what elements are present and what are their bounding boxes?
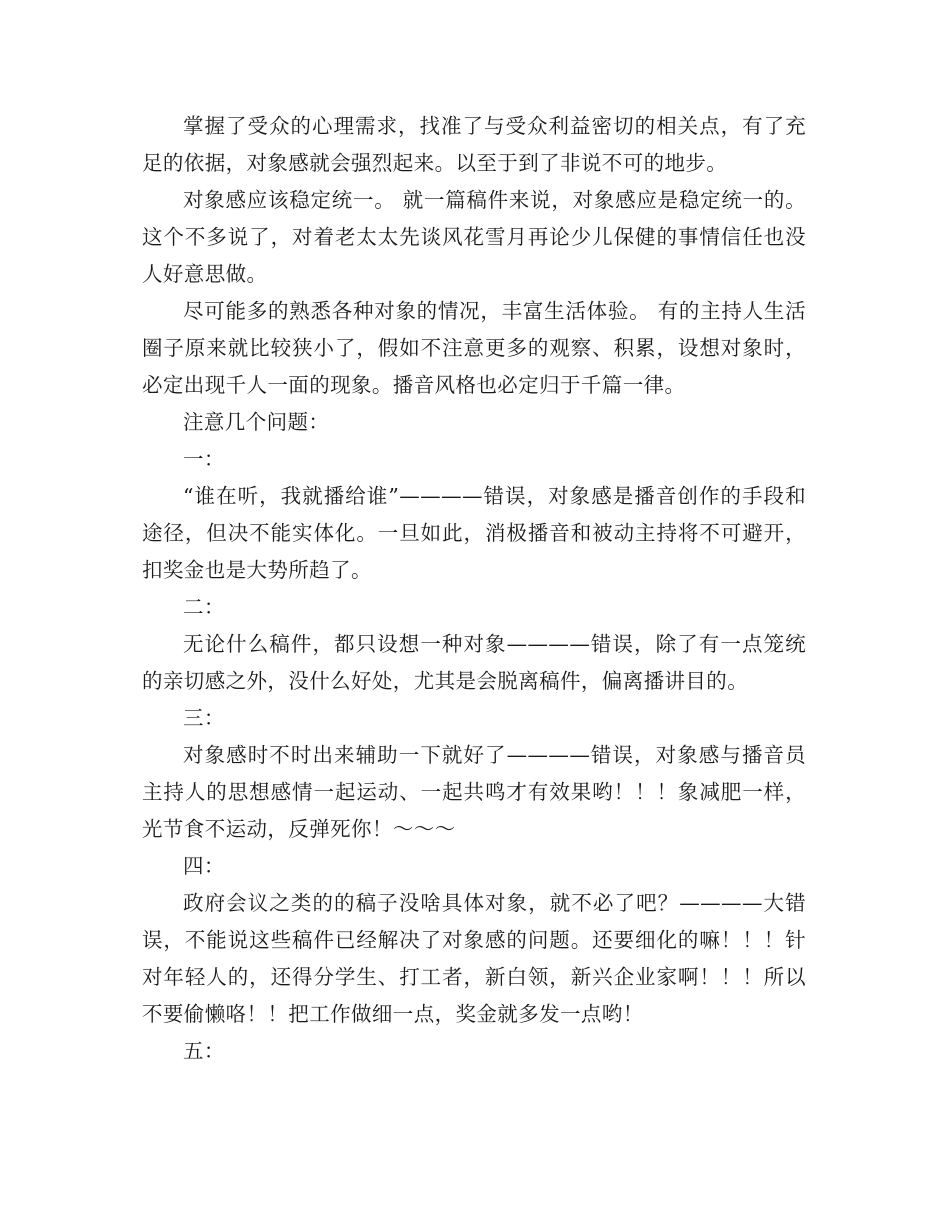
paragraph-issue-5-label: 五：	[183, 1039, 225, 1063]
paragraph-issue-1-label: 一：	[183, 447, 225, 471]
paragraph-issues-heading: 注意几个问题：	[183, 410, 330, 434]
paragraph-issue-4-label: 四：	[183, 854, 225, 878]
paragraph-intro-conclusion: 掌握了受众的心理需求，找准了与受众利益密切的相关点，有了充足的依据，对象感就会强烈起来。以至于到了非说不可的地步。	[142, 114, 806, 175]
paragraph-familiarize-audience: 尽可能多的熟悉各种对象的情况，丰富生活体验。 有的主持人生活圈子原来就比较狭小了，假如不注意更多的观察、积累，设想对象时，必定出现千人一面的现象。播音风格也必定归于千篇一律。	[142, 299, 806, 397]
paragraph-stable-unified: 对象感应该稳定统一。 就一篇稿件来说，对象感应是稳定统一的。这个不多说了，对着老太太先谈风花雪月再论少儿保健的事情信任也没人好意思做。	[142, 188, 806, 286]
paragraph-issue-2-text: 无论什么稿件，都只设想一种对象————错误，除了有一点笼统的亲切感之外，没什么好处，尤其是会脱离稿件，偏离播讲目的。	[142, 632, 806, 693]
document-body	[142, 108, 806, 1070]
paragraph-issue-4-text: 政府会议之类的的稿子没啥具体对象，就不必了吧？————大错误，不能说这些稿件已经解决了对象感的问题。还要细化的嘛！！！针对年轻人的，还得分学生、打工者，新白领，新兴企业家啊！！！所以不要偷懒咯！！把工作做细一点，奖金就多发一点哟！	[142, 891, 806, 1026]
paragraph-issue-2-label: 二：	[183, 595, 225, 619]
paragraph-issue-3-label: 三：	[183, 706, 225, 730]
paragraph-issue-3-text: 对象感时不时出来辅助一下就好了————错误，对象感与播音员主持人的思想感情一起运动、一起共鸣才有效果哟！！！象减肥一样，光节食不运动，反弹死你！～～～	[142, 743, 806, 841]
paragraph-issue-1-text: “谁在听，我就播给谁”————错误，对象感是播音创作的手段和途径，但决不能实体化。一旦如此，消极播音和被动主持将不可避开，扣奖金也是大势所趋了。	[142, 484, 806, 582]
